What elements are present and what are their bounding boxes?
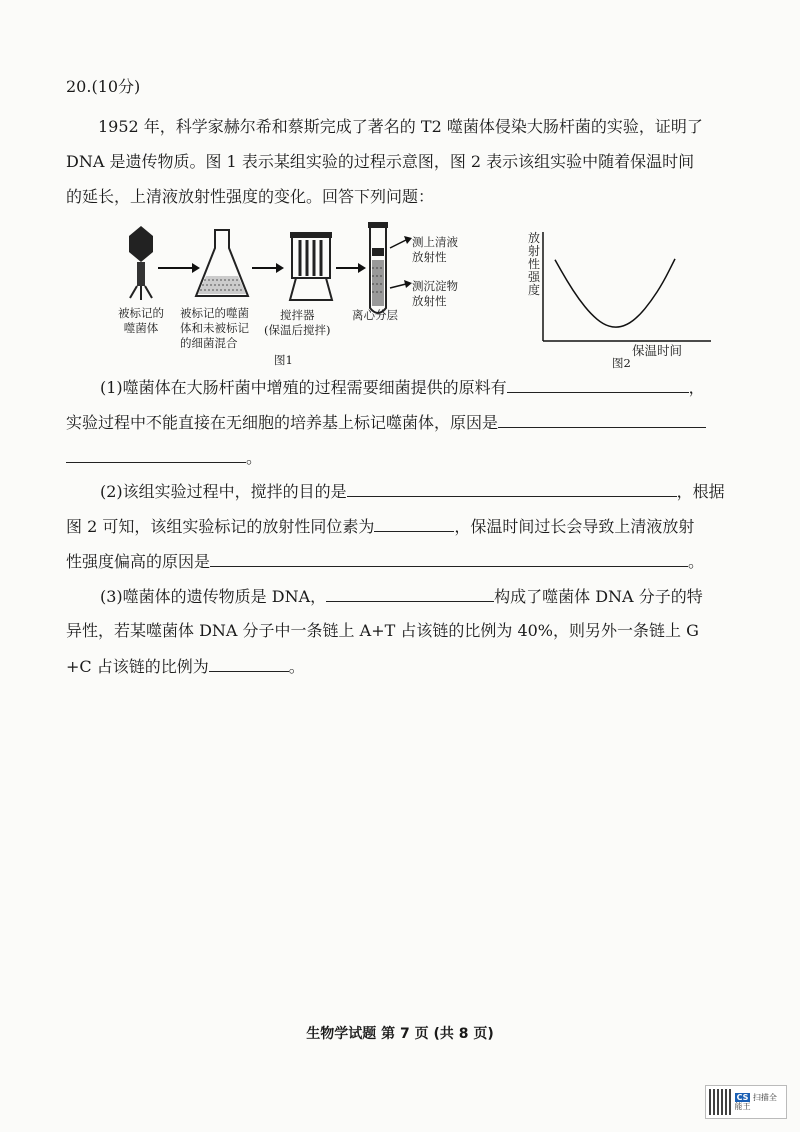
q2-answer-blank-2[interactable] (374, 515, 454, 532)
q3-text-a2: 构成了噬菌体 DNA 分子的特 (494, 587, 703, 606)
arrow-icon (336, 263, 366, 273)
page-footer: 生物学试题 第 7 页 (共 8 页) (306, 1026, 494, 1042)
phage-icon (129, 226, 153, 300)
q1-answer-blank-1[interactable] (507, 376, 689, 393)
measure-precipitate-label: 测沉淀物 放射性 (412, 279, 458, 308)
figure-2-chart (525, 226, 715, 351)
chart-plot (525, 226, 715, 351)
q1-line-3 (66, 446, 262, 469)
q1-answer-blank-2a[interactable] (498, 411, 706, 428)
centrifuge-tube-icon (368, 222, 388, 313)
figure-1-caption: 图1 (274, 353, 293, 367)
q2-line-2 (66, 515, 694, 538)
figure-2-xlabel: 保温时间 (632, 343, 683, 358)
flask-icon (196, 230, 248, 296)
q1-end: 。 (246, 448, 263, 467)
q3-text-a1: (3)噬菌体的遗传物质是 DNA， (100, 587, 327, 606)
step3-label: 搅拌器 (保温后搅拌) (264, 308, 331, 337)
q2-text-b1: 图 2 可知，该组实验标记的放射性同位素为 (66, 517, 375, 536)
radioactivity-curve (555, 259, 675, 327)
q1-text-b: 实验过程中不能直接在无细胞的培养基上标记噬菌体，原因是 (66, 413, 499, 432)
q2-text-a: (2)该组实验过程中，搅拌的目的是 (100, 482, 347, 501)
q1-text-a: (1)噬菌体在大肠杆菌中增殖的过程需要细菌提供的原料有 (100, 378, 507, 397)
step2-label: 被标记的噬菌 体和未被标记 的细菌混合 (180, 306, 249, 350)
q1-answer-blank-2b[interactable] (66, 446, 246, 463)
intro-line-2: DNA 是遗传物质。图 1 表示某组实验的过程示意图，图 2 表示该组实验中随着保温时间 (66, 152, 695, 171)
step1-label: 被标记的 噬菌体 (118, 306, 164, 335)
arrow-icon (390, 280, 412, 288)
figure-2-caption: 图2 (612, 356, 631, 370)
arrow-icon (252, 263, 284, 273)
measure-supernatant-label: 测上清液 放射性 (412, 235, 458, 264)
q2-answer-blank-3[interactable] (210, 550, 688, 567)
q3-line-1 (100, 585, 703, 608)
watermark-text: CS 扫描全能王 (734, 1093, 777, 1111)
q3-line-3 (66, 655, 305, 678)
q3-end: 。 (288, 657, 305, 676)
q1-line-2 (66, 411, 706, 434)
blender-icon (290, 232, 332, 300)
intro-line-3: 的延长，上清液放射性强度的变化。回答下列问题： (66, 187, 435, 206)
q2-answer-blank-1[interactable] (347, 480, 677, 497)
scanner-watermark (705, 1085, 787, 1119)
q3-text-c: +C 占该链的比例为 (66, 657, 209, 676)
q2-line-3 (66, 550, 704, 573)
arrow-icon (390, 236, 412, 248)
q1-line-1 (100, 376, 705, 399)
q2-text-b2: ，保温时间过长会导致上清液放射 (454, 517, 695, 536)
qr-code-icon (709, 1089, 731, 1115)
figure-2-ylabel: 放射性强度 (528, 231, 541, 297)
q2-text-c: 性强度偏高的原因是 (66, 552, 211, 571)
q3-answer-blank-2[interactable] (209, 655, 289, 672)
intro-line-1: 1952 年，科学家赫尔希和蔡斯完成了著名的 T2 噬菌体侵染大肠杆菌的实验，证明了 (98, 117, 703, 136)
q1-punct: ， (688, 378, 705, 397)
q2-end: 。 (688, 552, 705, 571)
question-number: 20.(10分) (66, 77, 141, 96)
step4-label: 离心分层 (352, 308, 398, 322)
arrow-icon (158, 263, 200, 273)
q3-answer-blank-1[interactable] (326, 585, 494, 602)
q3-line-2: 异性，若某噬菌体 DNA 分子中一条链上 A+T 占该链的比例为 40%，则另外一条链上 G (66, 621, 699, 640)
q2-line-1 (100, 480, 725, 503)
q2-text-a-end: ，根据 (676, 482, 725, 501)
